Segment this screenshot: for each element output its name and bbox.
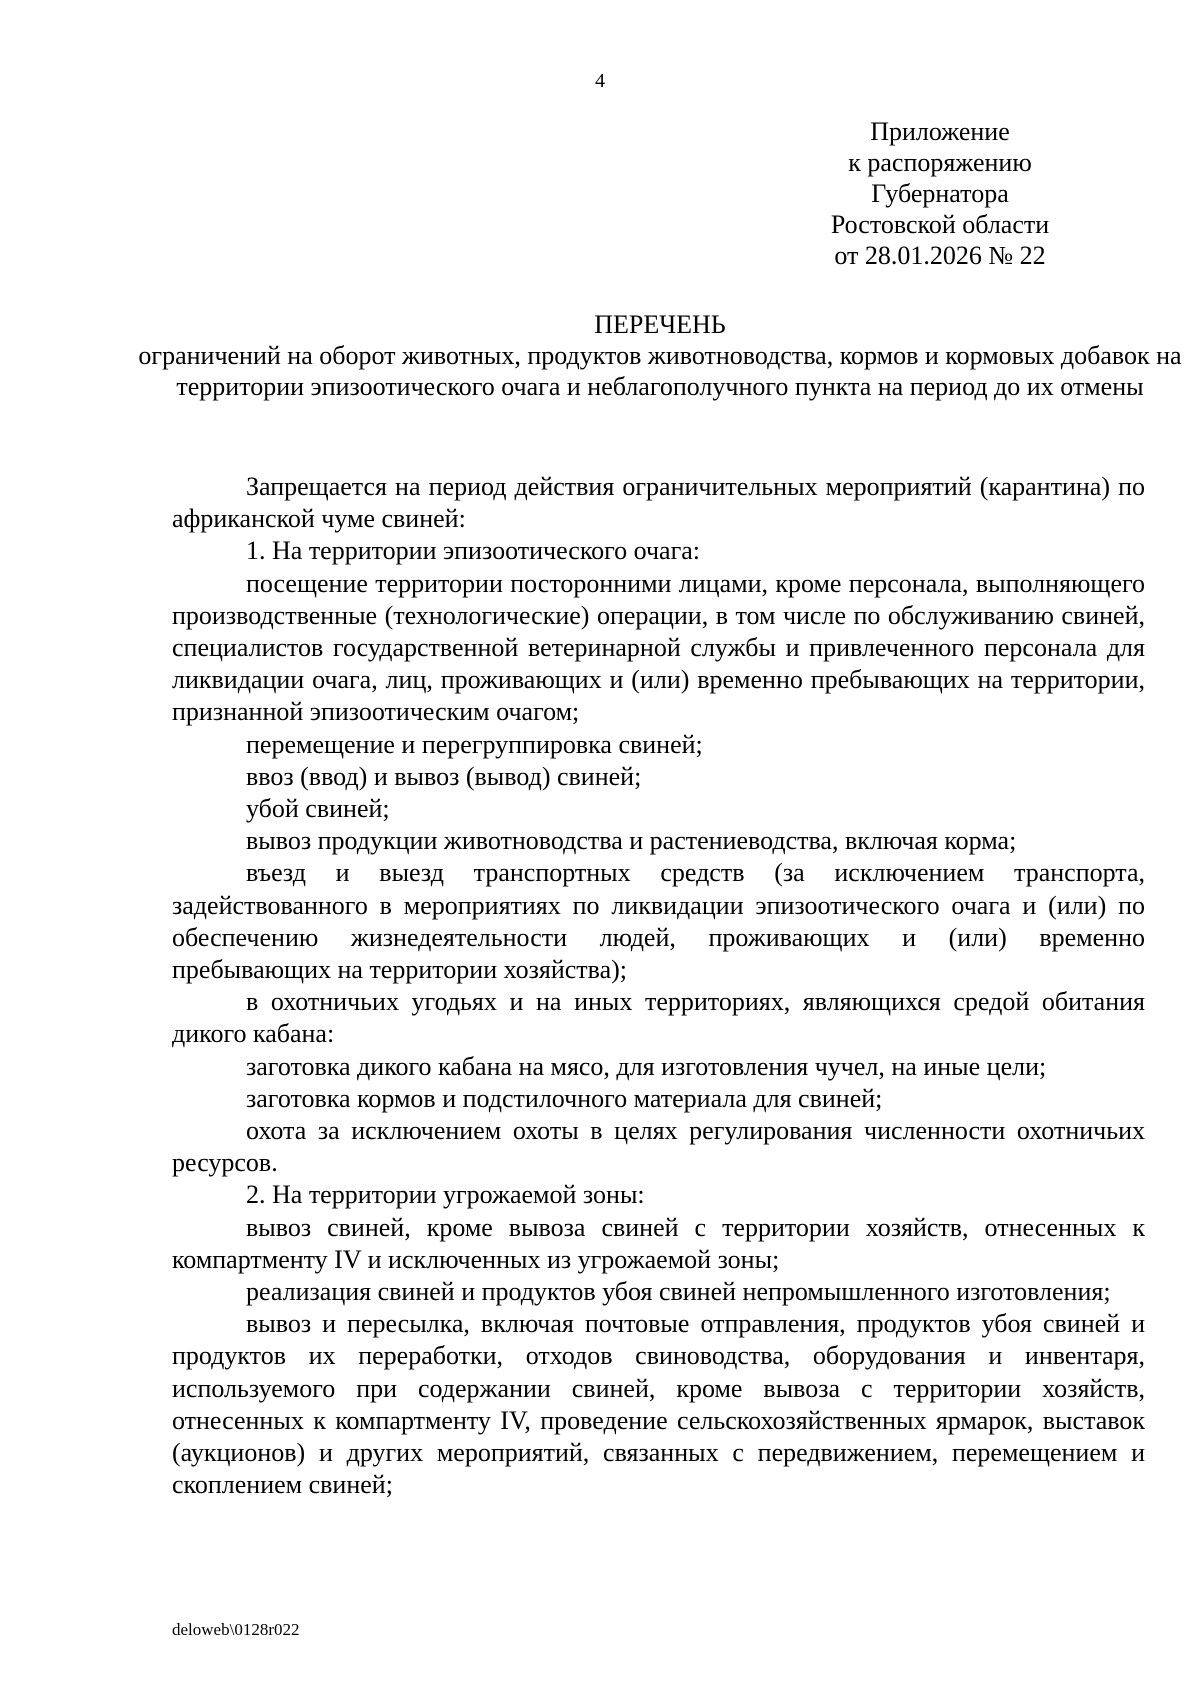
paragraph: охота за исключением охоты в целях регулирования численности охотничьих ресурсов. <box>172 1116 1145 1178</box>
paragraph: реализация свиней и продуктов убоя свиней непромышленного изготовления; <box>246 1277 1111 1307</box>
paragraph: заготовка кормов и подстилочного материала для свиней; <box>246 1083 883 1113</box>
paragraph: ввоз (ввод) и вывоз (вывод) свиней; <box>246 761 642 791</box>
document-title: ПЕРЕЧЕНЬ <box>594 310 726 339</box>
document-subtitle: ограничений на оборот животных, продуктов животноводства, кормов и кормовых добавок на территории эпизоотического очага и неблагополучного пункта на период до их отмены <box>138 341 1182 401</box>
paragraph: убой свиней; <box>246 794 390 824</box>
paragraph: вывоз продукции животноводства и растениеводства, включая корма; <box>246 826 1017 856</box>
appendix-line: Приложение <box>870 117 1010 146</box>
document-code: deloweb\0128r022 <box>172 1620 300 1639</box>
paragraph: заготовка дикого кабана на мясо, для изготовления чучел, на иные цели; <box>246 1051 1047 1081</box>
page-number: 4 <box>595 70 605 92</box>
paragraph: въезд и выезд транспортных средств (за исключением транспорта, задействованного в мероприятиях по ликвидации эпизоотического очага и (или) по обеспечению жизнедеятельности людей, проживающих и (или) временно пребывающих на территории хозяйства); <box>172 858 1145 985</box>
paragraph: 2. На территории угрожаемой зоны: <box>246 1180 645 1210</box>
paragraph: 1. На территории эпизоотического очага: <box>246 536 701 566</box>
document-body <box>172 471 1145 1502</box>
paragraph: в охотничьих угодьях и на иных территориях, являющихся средой обитания дикого кабана: <box>172 987 1145 1049</box>
paragraph: вывоз свиней, кроме вывоза свиней с территории хозяйств, отнесенных к компартменту IV и исключенных из угрожаемой зоны; <box>172 1212 1145 1274</box>
appendix-line: Ростовской области <box>830 210 1050 239</box>
paragraph: перемещение и перегруппировка свиней; <box>246 729 703 759</box>
appendix-line: Губернатора <box>871 179 1009 208</box>
document-title-block <box>120 309 1200 402</box>
appendix-header <box>820 116 1060 271</box>
appendix-line: к распоряжению <box>848 148 1032 177</box>
paragraph: Запрещается на период действия ограничительных мероприятий (карантина) по африканской чуме свиней: <box>172 472 1145 534</box>
paragraph: посещение территории посторонними лицами, кроме персонала, выполняющего производственные (технологические) операции, в том числе по обслуживанию свиней, специалистов государственной ветеринарной службы и привлеченного персонала для ликвидации очага, лиц, проживающих и (или) временно пребывающих на территории, признанной эпизоотическим очагом; <box>172 568 1145 727</box>
appendix-line: от 28.01.2026 № 22 <box>834 241 1046 270</box>
paragraph: вывоз и пересылка, включая почтовые отправления, продуктов убоя свиней и продуктов их переработки, отходов свиноводства, оборудования и инвентаря, используемого при содержании свиней, кроме вывоза с территории хозяйств, отнесенных к компартменту IV, проведение сельскохозяйственных ярмарок, выставок (аукционов) и других мероприятий, связанных с передвижением, перемещением и скоплением свиней; <box>172 1309 1145 1500</box>
